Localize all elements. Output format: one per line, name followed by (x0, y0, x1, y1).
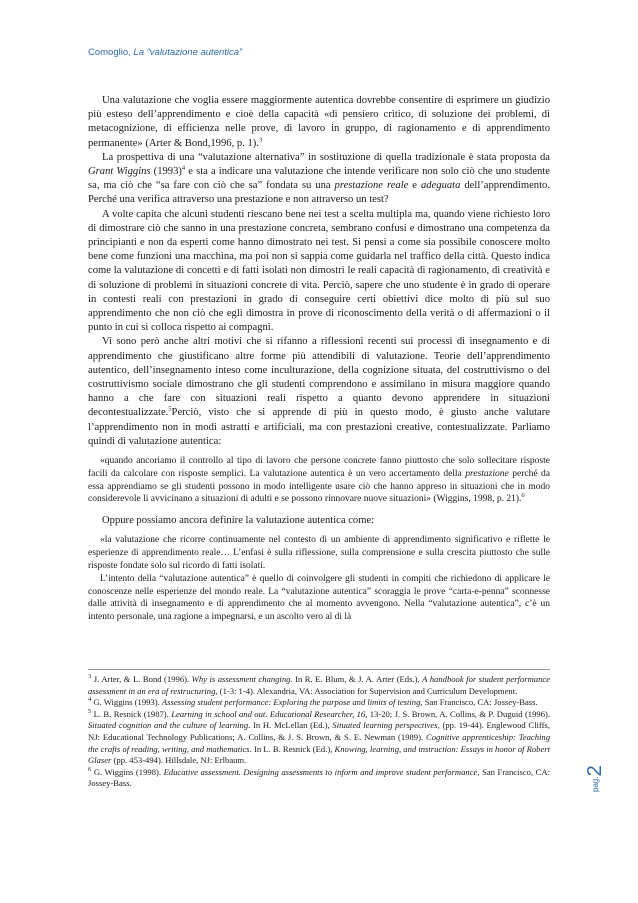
footnotes (88, 674, 550, 790)
page-label: pag. (591, 776, 600, 792)
footnote-ref-3[interactable]: 3 (258, 136, 263, 144)
paragraph-1-text: Una valutazione che voglia essere maggiormente autentica dovrebbe consentire di esprimere un giudizio più esteso dell’apprendimento e cioè della capacità «di pensiero critico, di soluzione dei problemi, di metacognizione, di efficienza nelle prove, di lavoro in gruppo, di ragionamento e di apprendimento permanente» (Arter & Bond,1996, p. 1). (88, 95, 550, 149)
footnote-separator (88, 669, 550, 670)
fn5-g: (pp. 453-494). Hillsdale, NJ: Erlbaum. (111, 755, 247, 766)
fn3-a: J. Arter, & L. Bond (1996). (91, 674, 192, 684)
paragraph-1 (88, 94, 550, 151)
footnote-6 (88, 767, 550, 790)
emphasis-adeguata: adeguata (420, 180, 461, 192)
fn3-b: . In R. E. Blum, & J. A. Arter (Eds.), (290, 674, 423, 684)
fn5-em5: Cognitive apprenticeship: Teaching the crafts of reading, writing, and mathematics (88, 731, 550, 754)
footnote-ref-4[interactable]: 4 (181, 164, 186, 172)
running-header (88, 47, 242, 58)
paragraph-2-start: La prospettiva di una “valutazione alternativa” in sostituzione di quella tradizionale è stata proposta da (102, 151, 550, 163)
footnote-5-number: 5 (88, 707, 92, 715)
paragraph-4-text: Vi sono però anche altri motivi che si rifanno a riflessioni recenti sui processi di insegnamento e di apprendimento che giustificano altre forme più attendibili di valutazione. Teorie dell’apprendimento autentico, dell’insegnamento inteso come inculturazione, della cognizione situata, del costruttivismo o del costruttivismo sociale dimostrano che gli studenti comprendono e assimilano in misura maggiore quando hanno a che fare con situazioni reali rispetto a quanto devono apprendere in situazioni decontestualizzate. (88, 336, 550, 419)
fn4-em: Assessing student performance: Exploring the purpose and limits of testing (161, 697, 421, 708)
paragraph-4-cont: Perciò, visto che si apprende di più in questo modo, è giusto anche valutare l’apprendimento non in modi astratti e artificiali, ma con prestazioni creative, contestualizzate. Parliamo quindi di valutazione autentica: (88, 407, 550, 447)
header-title: La “valutazione autentica” (133, 47, 243, 58)
paragraph-2-year: (1993) (150, 166, 182, 178)
fn4-a: G. Wiggins (1993). (91, 697, 162, 708)
block-quote-1 (88, 455, 550, 506)
fn4-b: , San Francisco, CA: Jossey-Bass. (420, 697, 538, 708)
quote-1-a: «quando ancoriamo il controllo al tipo di lavoro che persone concrete fanno piuttosto che solo sollecitare risposte facili da calcolare con risposte semplici. La valutazione autentica è un vero accertamento della (88, 456, 550, 479)
quote-1-emphasis: prestazione (465, 468, 509, 479)
paragraph-oppure: Oppure possiamo ancora definire la valutazione autentica come: (102, 515, 375, 527)
fn5-c: 13-20; J. S. Brown, A. Collins, & P. Duguid (1996). (367, 708, 551, 719)
fn5-d: . In H. McLellan (Ed.), (248, 720, 333, 731)
footnote-3 (88, 674, 550, 697)
block-quote-2 (88, 534, 550, 624)
fn3-em2: A handbook for student performance assessment in an era of restructuring (88, 674, 550, 696)
body-text (88, 94, 550, 632)
paragraph-2-and: e (408, 180, 421, 192)
fn5-f: . In L. B. Resnick (Ed.), (249, 743, 335, 754)
footnote-5 (88, 709, 550, 767)
fn3-c: , (1-3: 1-4). Alexandria, VA: Association for Supervision and Curriculum Development. (215, 685, 518, 696)
paragraph-2-end: dell’apprendimento. Perché una verifica attraverso una prestazione e non attraverso un test? (88, 180, 550, 206)
footnote-4-number: 4 (88, 696, 92, 704)
paragraph-3: A volte capita che alcuni studenti riescano bene nei test a scelta multipla ma, quando viene richiesto loro di dimostrare ciò che sanno in una prestazione concreta, sembrano confusi e dimostrano una competenza da principianti e non da esperti come hanno dimostrato nei test. Si pensi a come sia possibile conoscere molto bene come funzioni una macchina, ma poi non si sappia come guidarla nel traffico della città. Questo indica come la valutazione di concetti e di fatti isolati non dimostri le reali capacità di ragionamento, di creatività e di soluzione di problemi in situazioni concrete di vita. Perciò, sapere che uno studente è in grado di operare in contesti reali con prestazioni in grado di conseguire certi obiettivi dice molto di più sul suo apprendimento che non ciò che egli dimostra in prove di riconoscimento della verità o di affermazioni o il punto in cui si colloca rispetto ai compagni. (88, 208, 550, 334)
fn5-em: Learning in school and out (171, 708, 266, 719)
author-emphasis: Grant Wiggins (88, 166, 151, 178)
fn5-a: L. B. Resnick (1987). (91, 708, 172, 719)
fn3-em: Why is assessment changing (191, 674, 291, 684)
fn5-em6: Knowing, learning, and instruction: Essays in honor of Robert Glaser (88, 743, 551, 766)
fn5-em3: Situated cognition and the culture of learning (88, 720, 249, 731)
fn6-em: Educative assessment. Designing assessments to inform and improve student performance (163, 766, 478, 777)
footnote-4 (88, 697, 550, 709)
fn5-b: . (265, 708, 270, 719)
paragraph-2-mid: e sta a indicare una valutazione che intende verificare non solo ciò che uno studente sa, ma ciò che “sa fare con ciò che sa” fondata su una (88, 166, 550, 192)
paragraph-2 (88, 151, 550, 208)
quote-1-text (88, 455, 550, 506)
fn5-em2: Educational Researcher, 16, (269, 708, 368, 719)
quote-2-p2: L’intento della “valutazione autentica” è quello di coinvolgere gli studenti in compiti che richiedono di applicare le conoscenze nelle esperienze del mondo reale. La “valutazione autentica” scoraggia le prove “carta-e-penna” sconnesse dalle attività di insegnamento e di apprendimento che al momento avvengono. Nella “valutazione autentica”, c’è un intento personale, una ragione a impegnarsi, e un ascolto vero al di là (88, 573, 550, 623)
emphasis-prestazione-reale: prestazione reale (334, 180, 409, 192)
fn5-em4: Situated learning perspectives (332, 720, 438, 731)
footnote-6-number: 6 (88, 765, 92, 773)
quote-1-b: perché da essa apprendiamo se gli studenti possono in modo intelligente usare ciò che hanno appreso in situazioni che in modo considerevole li avvicinano a situazioni di adulti e se possono rinnovare nuove situazioni» (Wiggins, 1998, p. 21). (88, 468, 551, 505)
fn6-b: , San Francisco, CA: Jossey-Bass. (88, 766, 550, 789)
fn5-e: , (pp. 19-44). Englewood Cliffs, NJ: Educational Technology Publications; A. Collins, & J. S. Brown, & S. E. Newman (1989). (88, 720, 550, 742)
footnote-ref-5[interactable]: 5 (168, 405, 172, 413)
quote-2-p1: «la valutazione che ricorre continuamente nel contesto di un ambiente di apprendimento significativo e riflette le esperienze di apprendimento reale… L’enfasi è sulla riflessione, sulla comprensione e sulla crescita piuttosto che sulle risposte fondate solo sul ricordo di fatti isolati. (88, 535, 550, 572)
page-number (584, 756, 610, 800)
header-author: Comoglio, (88, 47, 134, 58)
fn6-a: G. Wiggins (1998). (91, 766, 164, 777)
footnote-3-number: 3 (88, 673, 92, 681)
page-number-value: 2 (584, 765, 606, 777)
paragraph-4 (88, 335, 550, 449)
footnote-ref-6[interactable]: 6 (521, 492, 525, 500)
